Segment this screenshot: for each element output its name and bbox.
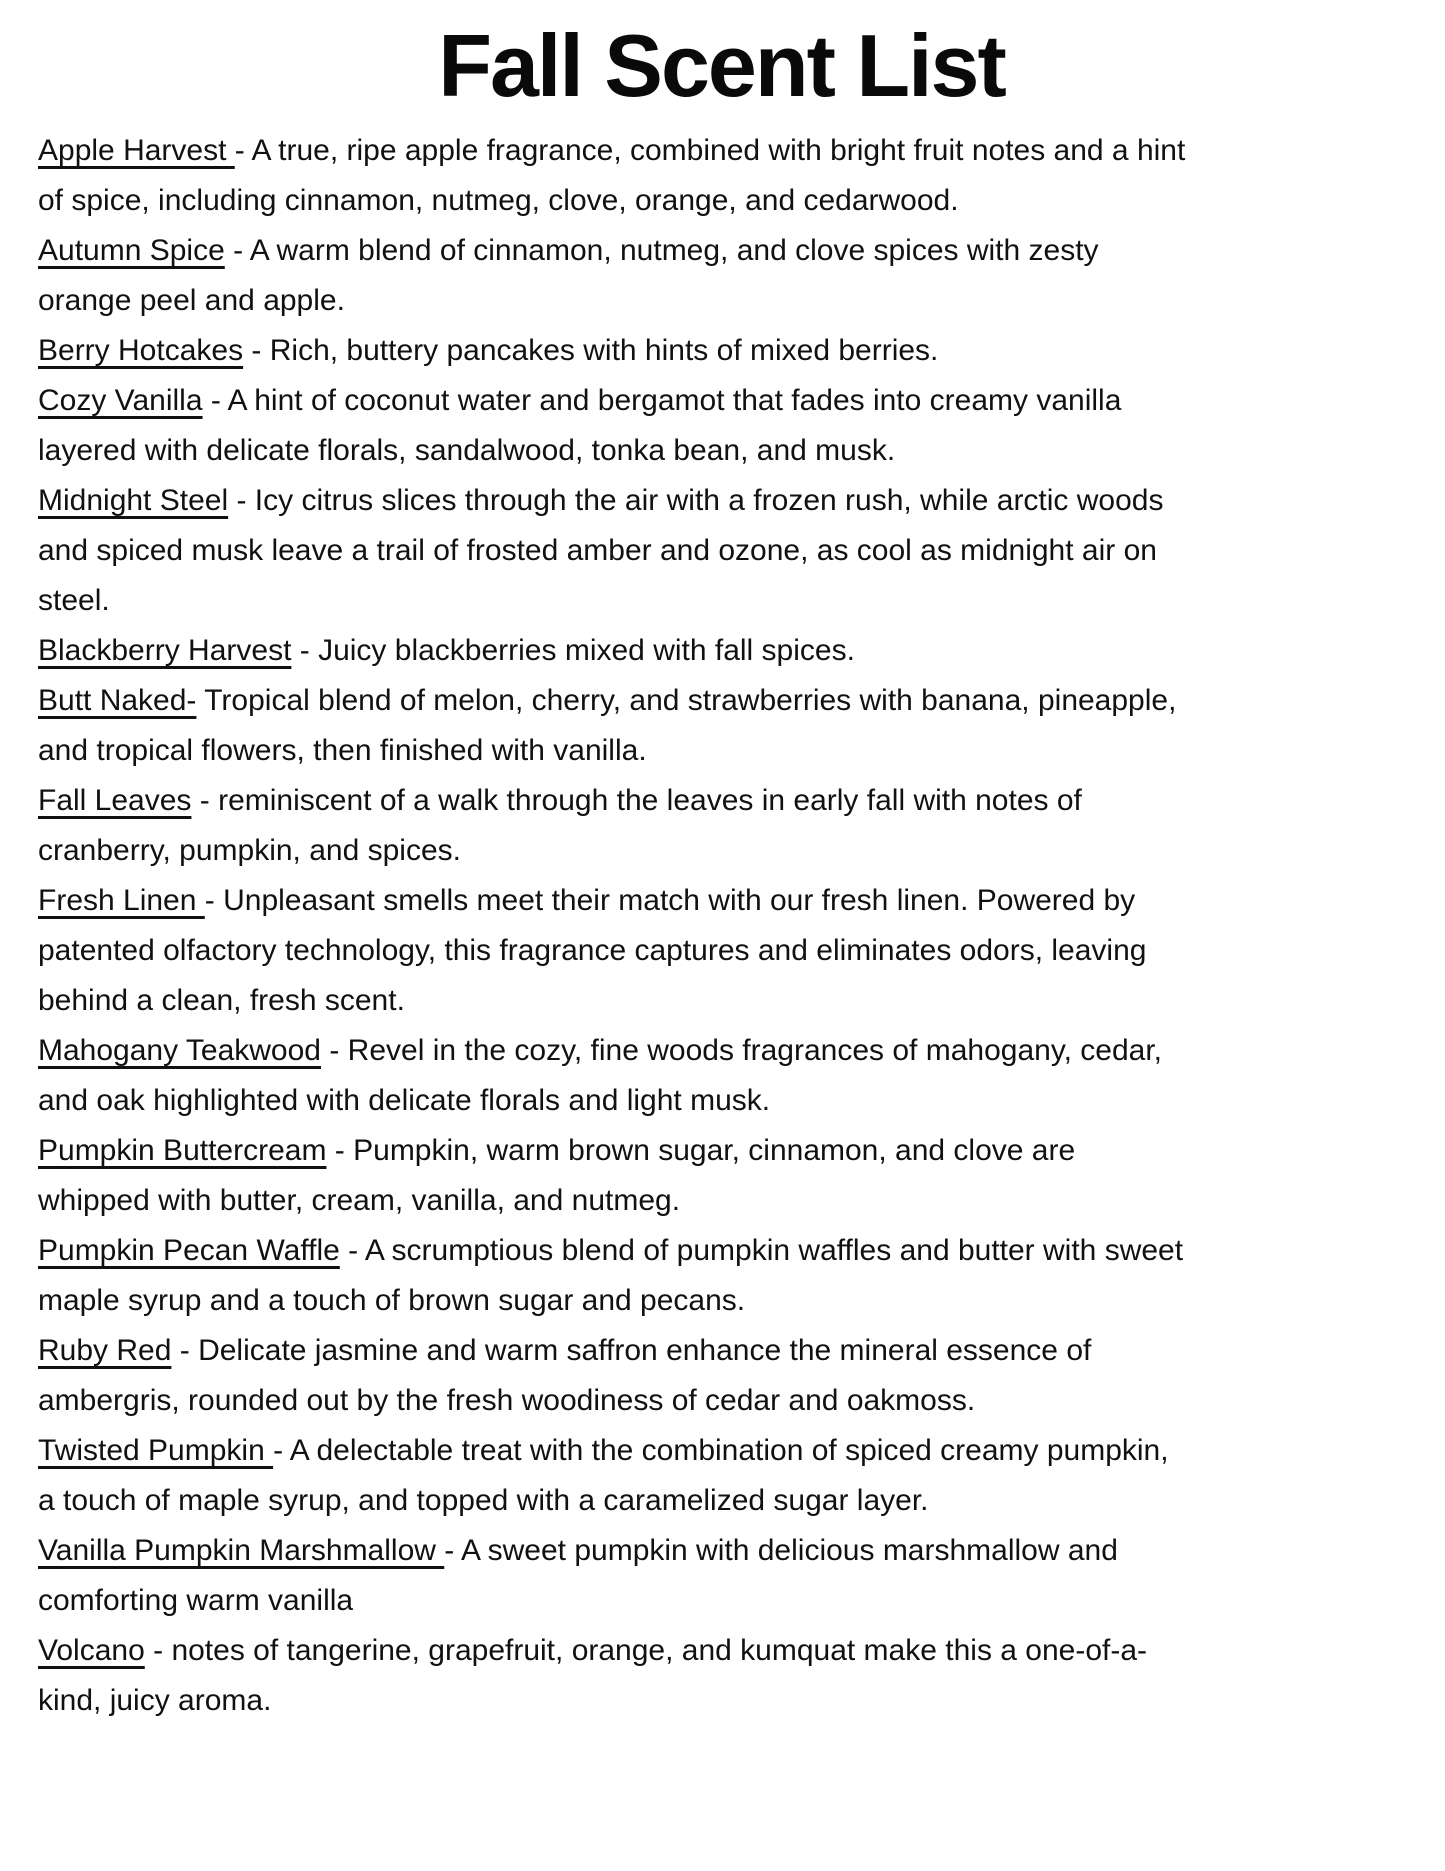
scent-name: Fall Leaves — [38, 784, 192, 817]
scent-entry-fall-leaves — [38, 776, 1188, 876]
scent-description: Juicy blackberries mixed with fall spices. — [318, 634, 855, 667]
scent-description: reminiscent of a walk through the leaves in early fall with notes of cranberry, pumpkin, and spices. — [38, 784, 1091, 867]
scent-separator: - — [224, 234, 250, 267]
scent-description: notes of tangerine, grapefruit, orange, and kumquat make this a one-of-a-kind, juicy aroma. — [38, 1634, 1148, 1717]
scent-description: Tropical blend of melon, cherry, and strawberries with banana, pineapple, and tropical flowers, then finished with vanilla. — [38, 684, 1185, 767]
scent-description: Revel in the cozy, fine woods fragrances of mahogany, cedar, and oak highlighted with delicate florals and light musk. — [38, 1034, 1171, 1117]
scent-separator: - — [243, 334, 270, 367]
scent-list — [38, 126, 1194, 1726]
scent-separator: - — [339, 1234, 365, 1267]
scent-entry-fresh-linen — [38, 876, 1188, 1026]
scent-separator: - — [444, 1534, 461, 1567]
scent-name: Pumpkin Pecan Waffle — [38, 1234, 340, 1267]
scent-entry-vanilla-pumpkin-marshmallow — [38, 1526, 1188, 1626]
scent-entry-pumpkin-buttercream — [38, 1126, 1188, 1226]
scent-entry-midnight-steel — [38, 476, 1188, 626]
scent-name: Cozy Vanilla — [38, 384, 203, 417]
scent-description: A sweet pumpkin with delicious marshmallow and comforting warm vanilla — [38, 1534, 1127, 1617]
scent-separator: - — [191, 784, 219, 817]
scent-description: Pumpkin, warm brown sugar, cinnamon, and clove are whipped with butter, cream, vanilla, and nutmeg. — [38, 1134, 1084, 1217]
scent-separator: - — [291, 634, 319, 667]
scent-entry-apple-harvest — [38, 126, 1194, 226]
scent-separator: - — [326, 1134, 354, 1167]
scent-separator: - — [204, 884, 224, 917]
scent-description: A warm blend of cinnamon, nutmeg, and clove spices with zesty orange peel and apple. — [38, 234, 1107, 317]
scent-entry-cozy-vanilla — [38, 376, 1188, 476]
scent-description: Delicate jasmine and warm saffron enhance the mineral essence of ambergris, rounded out by the fresh woodiness of cedar and oakmoss. — [38, 1334, 1100, 1417]
scent-name: Ruby Red — [38, 1334, 172, 1367]
page-title: Fall Scent List — [438, 16, 1005, 115]
scent-name: Pumpkin Buttercream — [38, 1134, 327, 1167]
scent-name: Apple Harvest — [38, 134, 235, 167]
scent-description: A delectable treat with the combination of spiced creamy pumpkin, a touch of maple syrup, and topped with a caramelized sugar layer. — [38, 1434, 1177, 1517]
scent-name: Butt Naked- — [38, 684, 197, 717]
scent-separator: - — [234, 134, 252, 167]
scent-description: A true, ripe apple fragrance, combined with bright fruit notes and a hint of spice, including cinnamon, nutmeg, clove, orange, and cedarwood. — [38, 134, 1194, 217]
scent-entry-ruby-red — [38, 1326, 1188, 1426]
scent-separator: - — [273, 1434, 290, 1467]
scent-separator: - — [202, 384, 228, 417]
scent-description: A hint of coconut water and bergamot that fades into creamy vanilla layered with delicate florals, sandalwood, tonka bean, and musk. — [38, 384, 1130, 467]
scent-name: Volcano — [38, 1634, 145, 1667]
scent-name: Midnight Steel — [38, 484, 229, 517]
scent-entry-mahogany-teakwood — [38, 1026, 1188, 1126]
scent-separator: - — [171, 1334, 199, 1367]
scent-entry-autumn-spice — [38, 226, 1188, 326]
scent-description: Icy citrus slices through the air with a frozen rush, while arctic woods and spiced musk leave a trail of frosted amber and ozone, as cool as midnight air on steel. — [38, 484, 1172, 617]
scent-separator: - — [320, 1034, 348, 1067]
scent-separator: - — [228, 484, 255, 517]
scent-description: Unpleasant smells meet their match with our fresh linen. Powered by patented olfactory technology, this fragrance captures and eliminates odors, leaving behind a clean, fresh scent. — [38, 884, 1155, 1017]
scent-name: Fresh Linen — [38, 884, 205, 917]
scent-entry-volcano — [38, 1626, 1188, 1726]
scent-description: Rich, buttery pancakes with hints of mixed berries. — [269, 334, 939, 367]
scent-entry-berry-hotcakes — [38, 326, 1188, 376]
scent-name: Mahogany Teakwood — [38, 1034, 321, 1067]
scent-name: Blackberry Harvest — [38, 634, 292, 667]
scent-name: Berry Hotcakes — [38, 334, 244, 367]
scent-separator: - — [144, 1634, 172, 1667]
scent-entry-pumpkin-pecan-waffle — [38, 1226, 1192, 1326]
scent-name: Vanilla Pumpkin Marshmallow — [38, 1534, 445, 1567]
scent-description: A scrumptious blend of pumpkin waffles and butter with sweet maple syrup and a touch of brown sugar and pecans. — [38, 1234, 1192, 1317]
scent-entry-blackberry-harvest — [38, 626, 1188, 676]
scent-entry-butt-naked — [38, 676, 1188, 776]
scent-name: Twisted Pumpkin — [38, 1434, 274, 1467]
scent-entry-twisted-pumpkin — [38, 1426, 1188, 1526]
scent-name: Autumn Spice — [38, 234, 225, 267]
